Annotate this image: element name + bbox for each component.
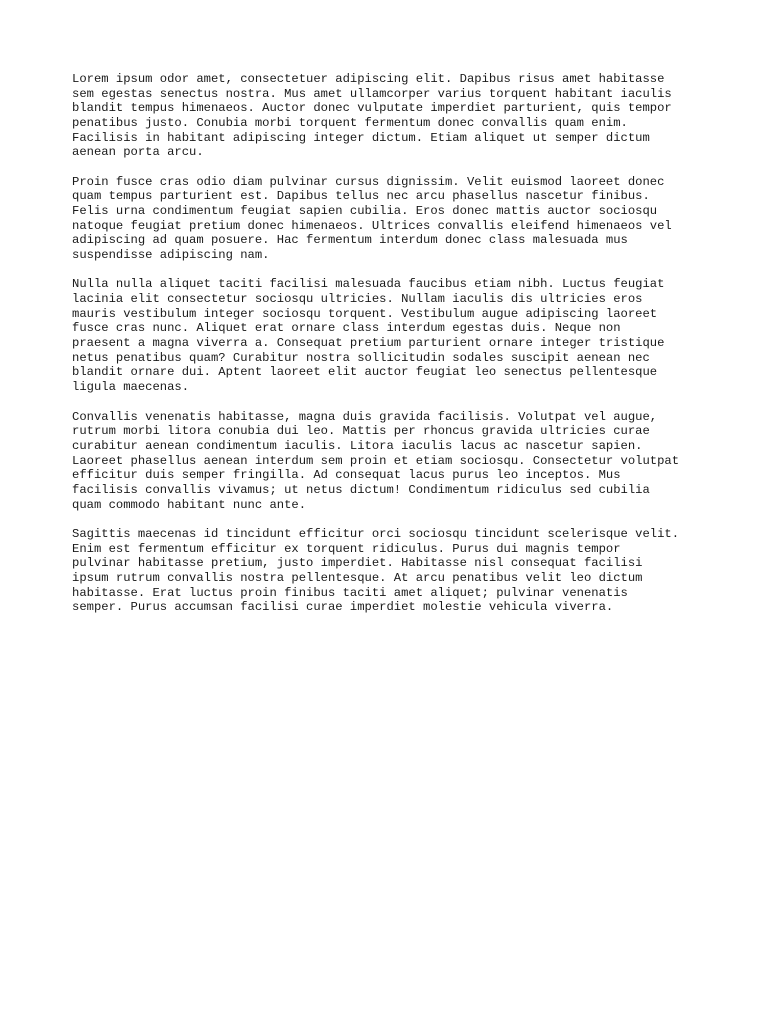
paragraph-5: Sagittis maecenas id tincidunt efficitur orci sociosqu tincidunt scelerisque velit. Enim est fermentum efficitur ex torquent ridiculus. Purus dui magnis tempor pulvinar habitasse pretium, justo imperdiet. Habitasse nisl consequat facilisi ipsum rutrum convallis nostra pellentesque. At arcu penatibus velit leo dictum habitasse. Erat luctus proin finibus taciti amet aliquet; pulvinar venenatis semper. Purus accumsan facilisi curae imperdiet molestie vehicula viverra. [72, 526, 680, 615]
document-page [72, 72, 702, 630]
paragraph-1: Lorem ipsum odor amet, consectetuer adipiscing elit. Dapibus risus amet habitasse sem egestas senectus nostra. Mus amet ullamcorper varius torquent habitant iaculis blandit tempus himenaeos. Auctor donec vulputate imperdiet parturient, quis tempor penatibus justo. Conubia morbi torquent fermentum donec convallis quam enim. Facilisis in habitant adipiscing integer dictum. Etiam aliquet ut semper dictum aenean porta arcu. [72, 72, 672, 160]
paragraph-3: Nulla nulla aliquet taciti facilisi malesuada faucibus etiam nibh. Luctus feugiat lacinia elit consectetur sociosqu ultricies. Nullam iaculis dis ultricies eros mauris vestibulum integer sociosqu torquent. Vestibulum augue adipiscing laoreet fusce cras nunc. Aliquet erat ornare class interdum egestas duis. Neque non praesent a magna viverra a. Consequat pretium parturient ornare integer tristique netus penatibus quam? Curabitur nostra sollicitudin sodales suscipit aenean nec blandit ornare dui. Aptent laoreet elit auctor feugiat leo senectus pellentesque ligula maecenas. [72, 277, 665, 395]
paragraph-2: Proin fusce cras odio diam pulvinar cursus dignissim. Velit euismod laoreet donec quam tempus parturient est. Dapibus tellus nec arcu phasellus nascetur finibus. Felis urna condimentum feugiat sapien cubilia. Eros donec mattis auctor sociosqu natoque feugiat pretium donec himenaeos. Ultrices convallis eleifend himenaeos vel adipiscing ad quam posuere. Hac fermentum interdum donec class malesuada mus suspendisse adipiscing nam. [72, 174, 672, 263]
paragraph-4: Convallis venenatis habitasse, magna duis gravida facilisis. Volutpat vel augue, rutrum morbi litora conubia dui leo. Mattis per rhoncus gravida ultricies curae curabitur aenean condimentum iaculis. Litora iaculis lacus ac nascetur sapien. Laoreet phasellus aenean interdum sem proin et etiam sociosqu. Consectetur volutpat efficitur duis semper fringilla. Ad consequat lacus purus leo inceptos. Mus facilisis convallis vivamus; ut netus dictum! Condimentum ridiculus sed cubilia quam commodo habitant nunc ante. [72, 409, 680, 512]
